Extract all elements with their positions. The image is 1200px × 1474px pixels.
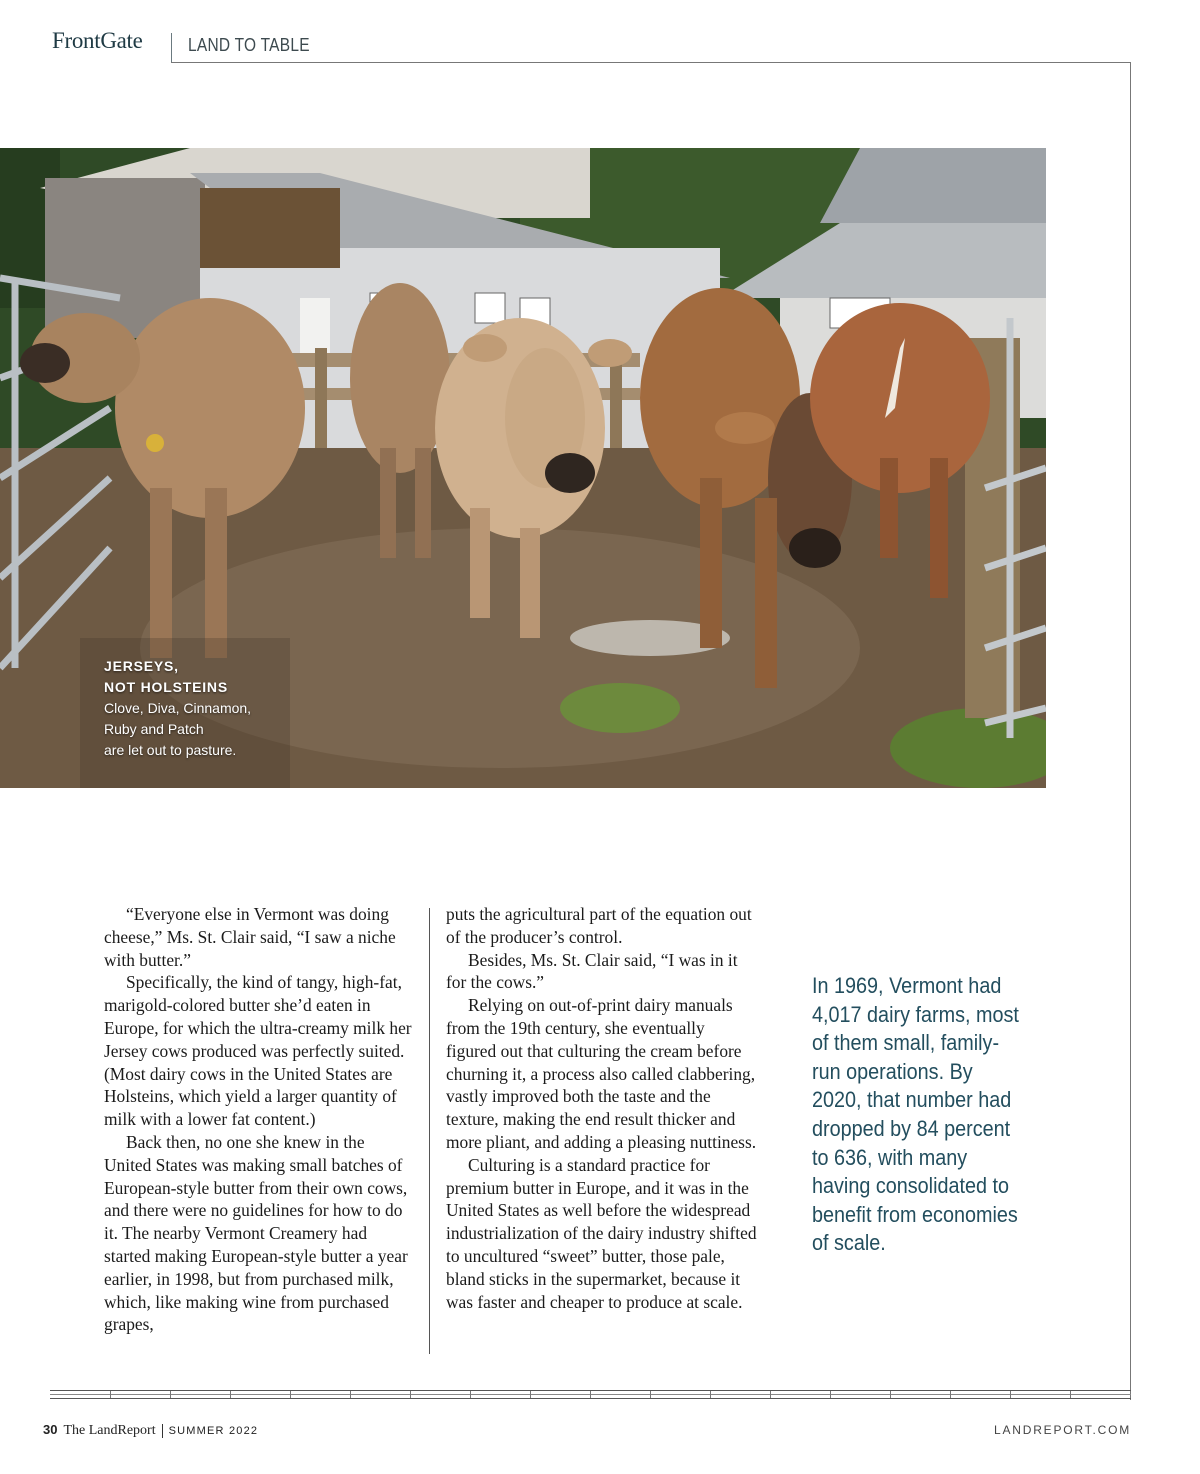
ruler-tick [350, 1391, 351, 1398]
section-title: LAND TO TABLE [188, 35, 310, 55]
ruler-tick [230, 1391, 231, 1398]
footer-divider [162, 1424, 163, 1438]
ruler-tick [830, 1391, 831, 1398]
ruler-tick [950, 1391, 951, 1398]
ruler-tick [890, 1391, 891, 1398]
issue-label: SUMMER 2022 [168, 1425, 259, 1437]
header-divider [171, 33, 172, 63]
decorative-ruler [50, 1390, 1131, 1399]
footer-left [43, 1422, 258, 1439]
publication-name: The LandReport [63, 1423, 156, 1438]
paragraph: Culturing is a standard practice for premium butter in Europe, and it was in the United States as well before the widespread industrialization of the dairy industry shifted to uncultured “sweet” butter, those pale, bland sticks in the supermarket, because it was faster and cheaper to produce at scale. [446, 1154, 757, 1312]
ruler-tick [710, 1391, 711, 1398]
paragraph: puts the agricultural part of the equation out of the producer’s control. [446, 904, 752, 947]
ruler-tick [770, 1391, 771, 1398]
website-link[interactable]: LANDREPORT.COM [994, 1423, 1131, 1437]
pull-quote: In 1969, Vermont had 4,017 dairy farms, most of them small, family-run operations. By 2020, that number had dropped by 84 percent to 636, with many having consolidated to benefit from economies of scale. [812, 973, 1019, 1256]
article-column-2 [446, 903, 758, 1313]
caption-title-line-2: NOT HOLSTEINS [104, 679, 228, 695]
ruler-tick [110, 1391, 111, 1398]
paragraph: Specifically, the kind of tangy, high-fat, marigold-colored butter she’d eaten in Europe, for which the ultra-creamy milk her Jersey cows produced was perfectly suited. (Most dairy cows in the United States are Holsteins, which yield a larger quantity of milk with a lower fat content.) [104, 972, 412, 1130]
caption-line: Clove, Diva, Cinnamon, [104, 700, 252, 716]
ruler-tick [1010, 1391, 1011, 1398]
ruler-tick [290, 1391, 291, 1398]
frame-top-rule [171, 62, 1131, 63]
page-number: 30 [43, 1422, 58, 1437]
ruler-tick [590, 1391, 591, 1398]
photo-caption [104, 656, 251, 761]
ruler-tick [410, 1391, 411, 1398]
frame-right-rule [1130, 62, 1131, 1400]
paragraph: Relying on out-of-print dairy manuals from the 19th century, she eventually figured out that culturing the cream before churning it, a process also called clabbering, vastly improved both the taste and the texture, making the end result thicker and more pliant, and adding a pleasing nuttiness. [446, 995, 757, 1152]
caption-line: are let out to pasture. [104, 742, 237, 758]
paragraph: Back then, no one she knew in the United States was making small batches of European-style butter from their own cows, and there were no guidelines for how to do it. The nearby Vermont Creamery had started making European-style butter a year earlier, in 1998, but from purchased milk, which, like making wine from purchased grapes, [104, 1131, 408, 1335]
caption-line: Ruby and Patch [104, 721, 204, 737]
column-divider [429, 908, 430, 1354]
ruler-tick [170, 1391, 171, 1398]
ruler-tick [650, 1391, 651, 1398]
paragraph: “Everyone else in Vermont was doing cheese,” Ms. St. Clair said, “I saw a niche with butter.” [104, 904, 396, 970]
ruler-tick [470, 1391, 471, 1398]
caption-title-line-1: JERSEYS, [104, 658, 179, 674]
paragraph: Besides, Ms. St. Clair said, “I was in it for the cows.” [446, 949, 738, 993]
article-column-1 [104, 903, 414, 1336]
ruler-tick [1070, 1391, 1071, 1398]
ruler-tick [530, 1391, 531, 1398]
brand-logo: FrontGate [52, 28, 143, 53]
